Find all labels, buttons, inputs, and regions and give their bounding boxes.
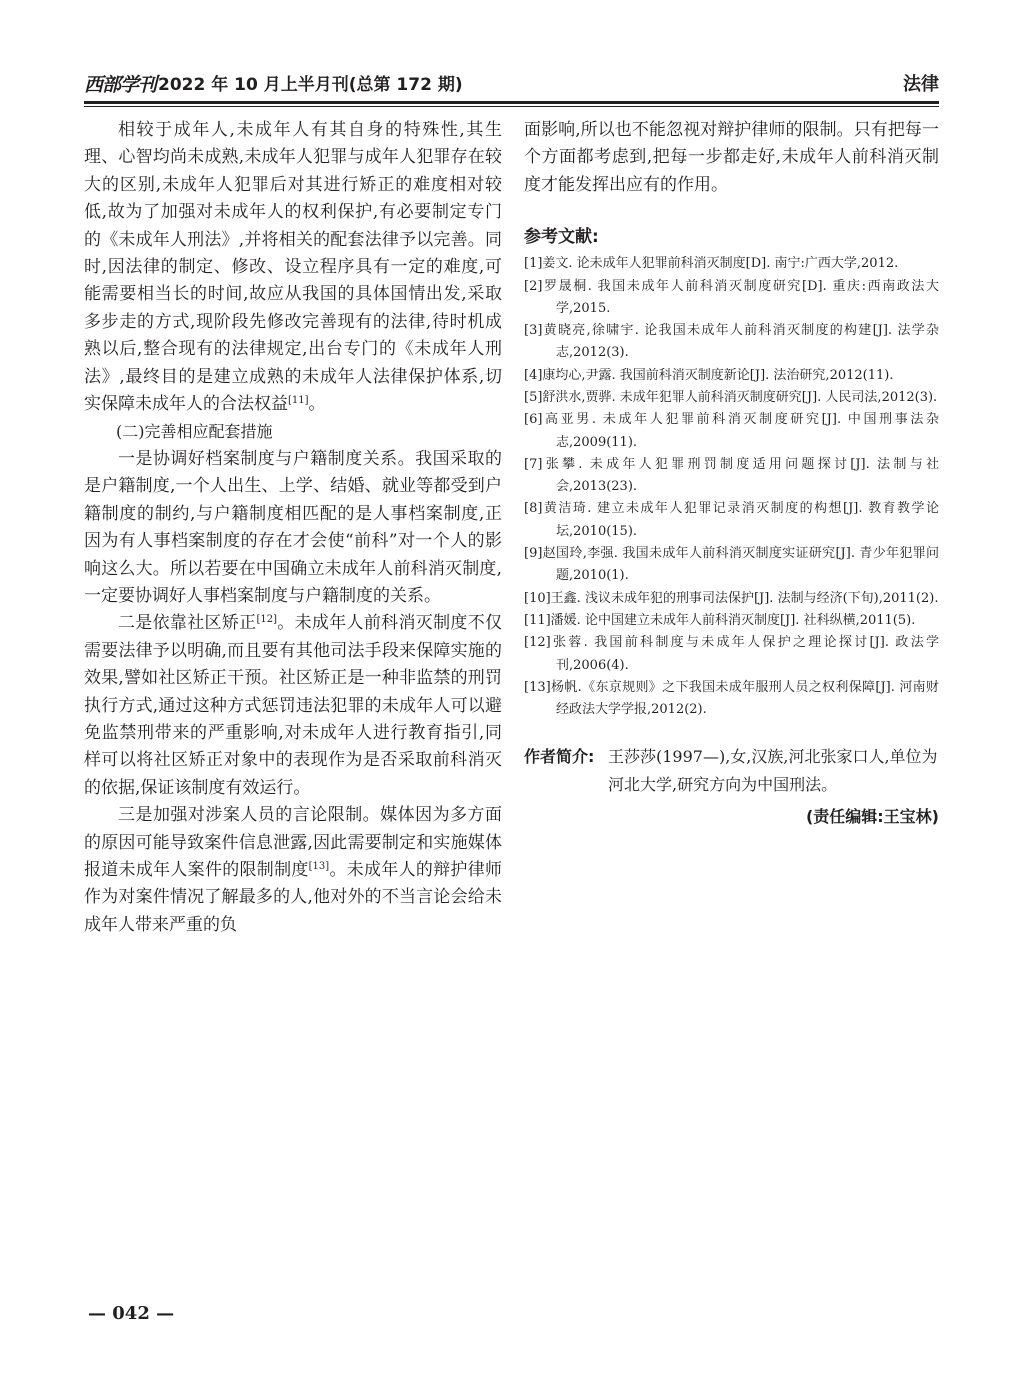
section-subheading: (二)完善相应配套措施 xyxy=(116,422,273,442)
citation: [11] xyxy=(288,395,309,407)
author-bio-text: 王莎莎(1997—),女,汉族,河北张家口人,单位为河北大学,研究方向为中国刑法。 xyxy=(608,747,938,794)
header-rule-thin xyxy=(84,106,939,107)
reference-list xyxy=(524,253,939,721)
right-column xyxy=(524,117,939,830)
header-rule-thick xyxy=(84,101,939,104)
paragraph: 一是协调好档案制度与户籍制度关系。我国采取的是户籍制度,一个人出生、上学、结婚、就业等都受到户籍制度的制约,与户籍制度相匹配的是人事档案制度,正因为有人事档案制度的存在才会使“前科”对一个人的影响这么大。所以若要在中国确立未成年人前科消灭制度,一定要协调好人事档案制度与户籍制度的关系。 xyxy=(84,448,502,606)
reference-item: [12]张蓉. 我国前科制度与未成年人保护之理论探讨[J]. 政法学刊,2006(4). xyxy=(524,635,939,673)
paragraph: 相较于成年人,未成年人有其自身的特殊性,其生理、心智均尚未成熟,未成年人犯罪与成年人犯罪存在较大的区别,未成年人犯罪后对其进行矫正的难度相对较低,故为了加强对未成年人的权利保护,有必要制定专门的《未成年人刑法》,并将相关的配套法律予以完善。同时,因法律的制定、修改、设立程序具有一定的难度,可能需要相当长的时间,故应从我国的具体国情出发,采取多步走的方式,现阶段先修改完善现有的法律,待时机成熟以后,整合现有的法律规定,出台专门的《未成年人刑法》,最终目的是建立成熟的未成年人法律保护体系,切实保障未成年人的合法权益[11]。 xyxy=(84,120,502,415)
reference-item: [9]赵国玲,李强. 我国未成年人前科消灭制度实证研究[J]. 青少年犯罪问题,2010(1). xyxy=(524,546,939,584)
author-bio-label: 作者简介: xyxy=(524,747,595,767)
reference-item: [11]潘媛. 论中国建立未成年人前科消灭制度[J]. 社科纵横,2011(5). xyxy=(524,612,916,628)
reference-item: [2]罗晟桐. 我国未成年人前科消灭制度研究[D]. 重庆:西南政法大学,2015. xyxy=(524,278,939,316)
section-name: 法律 xyxy=(903,74,939,95)
left-column xyxy=(84,117,502,939)
paragraph: 面影响,所以也不能忽视对辩护律师的限制。只有把每一个方面都考虑到,把每一步都走好,未成年人前科消灭制度才能发挥出应有的作用。 xyxy=(524,120,939,195)
references-heading: 参考文献: xyxy=(524,227,599,248)
reference-item: [5]舒洪水,贾骅. 未成年犯罪人前科消灭制度研究[J]. 人民司法,2012(3). xyxy=(524,390,938,405)
page-number: — 042 — xyxy=(88,1303,175,1324)
paragraph: 三是加强对涉案人员的言论限制。媒体因为多方面的原因可能导致案件信息泄露,因此需要制定和实施媒体报道未成年人案件的限制制度[13]。未成年人的辩护律师作为对案件情况了解最多的人,他对外的不当言论会给未成年人带来严重的负 xyxy=(84,805,502,935)
journal-logo: 西部学刊 xyxy=(84,74,157,96)
running-header xyxy=(84,73,939,101)
citation: [12] xyxy=(256,614,277,626)
reference-item: [7]张攀. 未成年人犯罪刑罚制度适用问题探讨[J]. 法制与社会,2013(23). xyxy=(524,456,939,495)
responsible-editor: (责任编辑:王宝林) xyxy=(805,807,939,827)
reference-item: [13]杨帆.《东京规则》之下我国未成年服刑人员之权利保障[J]. 河南财经政法大学学报,2012(2). xyxy=(524,679,939,718)
author-bio xyxy=(524,743,939,798)
reference-item: [6]高亚男. 未成年人犯罪前科消灭制度研究[J]. 中国刑事法杂志,2009(11). xyxy=(524,412,939,450)
reference-item: [4]康均心,尹露. 我国前科消灭制度新论[J]. 法治研究,2012(11). xyxy=(524,367,894,383)
paragraph: 二是依靠社区矫正[12]。未成年人前科消灭制度不仅需要法律予以明确,而且要有其他司法手段来保障实施的效果,譬如社区矫正干预。社区矫正是一种非监禁的刑罚执行方式,通过这种方式惩罚违法犯罪的未成年人可以避免监禁刑带来的严重影响,对未成年人进行教育指引,同样可以将社区矫正对象中的表现作为是否采取前科消灭的依据,保证该制度有效运行。 xyxy=(84,613,503,798)
reference-item: [10]王鑫. 浅议未成年犯的刑事司法保护[J]. 法制与经济(下旬),2011(2). xyxy=(524,590,939,606)
reference-item: [3]黄晓亮,徐啸宇. 论我国未成年人前科消灭制度的构建[J]. 法学杂志,2012(3). xyxy=(524,323,939,361)
reference-item: [1]姜文. 论未成年人犯罪前科消灭制度[D]. 南宁:广西大学,2012. xyxy=(524,256,899,272)
reference-item: [8]黄洁琦. 建立未成年人犯罪记录消灭制度的构想[J]. 教育教学论坛,2010(15). xyxy=(524,501,939,539)
citation: [13] xyxy=(308,860,330,872)
issue-info: 2022 年 10 月上半月刊(总第 172 期) xyxy=(158,75,463,95)
